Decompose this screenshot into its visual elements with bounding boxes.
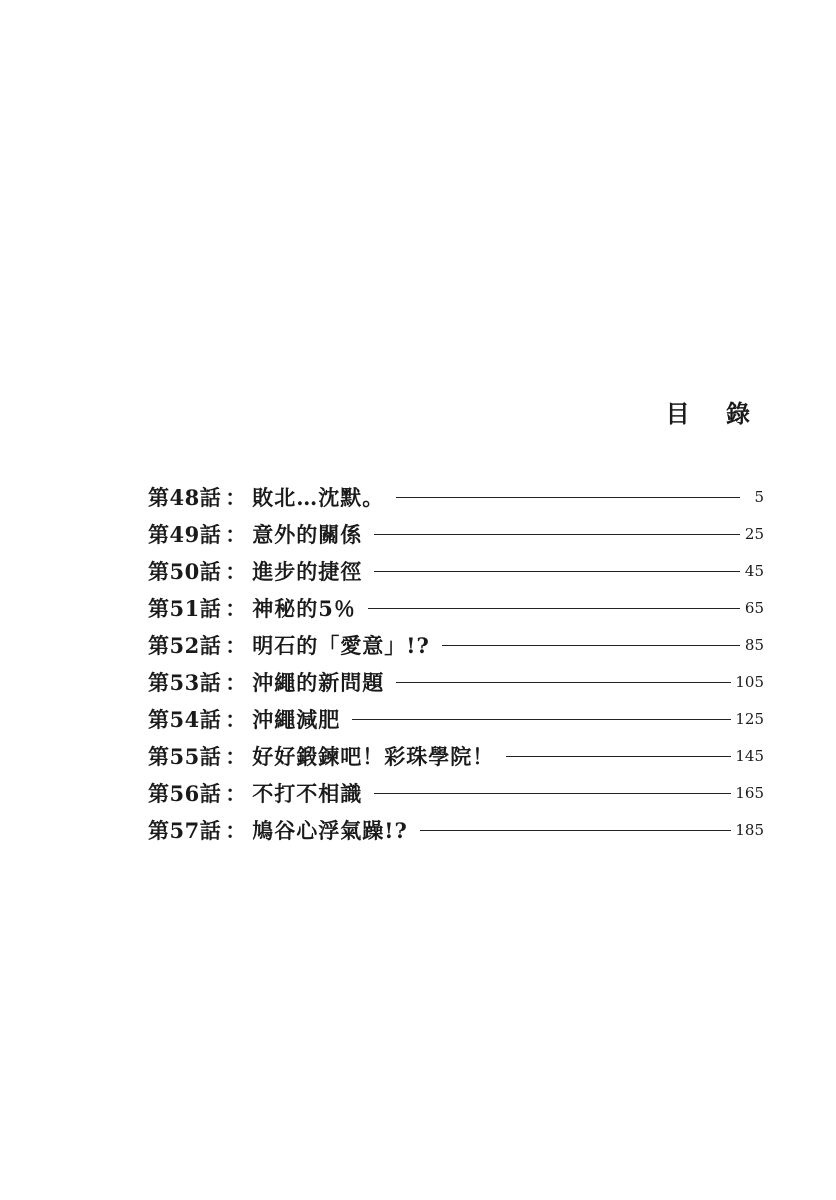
leader-line xyxy=(352,719,731,720)
chapter-colon: ： xyxy=(225,780,247,806)
toc-entry[interactable] xyxy=(148,774,764,811)
chapter-number: 第50話 xyxy=(148,558,222,584)
chapter-number: 第52話 xyxy=(148,632,222,658)
chapter-number: 第53話 xyxy=(148,669,222,695)
toc-list xyxy=(148,478,764,848)
chapter-number: 第49話 xyxy=(148,521,222,547)
chapter-title: 進步的捷徑 xyxy=(252,558,363,584)
chapter-title: 神秘的5％ xyxy=(252,595,356,621)
page-number: 125 xyxy=(735,709,764,728)
page-number: 85 xyxy=(744,635,764,654)
leader-line xyxy=(374,793,731,794)
chapter-title: 不打不相識 xyxy=(252,780,363,806)
chapter-colon: ： xyxy=(225,558,247,584)
chapter-colon: ： xyxy=(225,484,247,510)
chapter-title: 敗北…沈默。 xyxy=(252,484,385,510)
page-number: 105 xyxy=(735,672,764,691)
chapter-title: 好好鍛鍊吧！彩珠學院！ xyxy=(252,743,495,769)
leader-line xyxy=(506,756,731,757)
page-number: 5 xyxy=(754,487,764,506)
chapter-colon: ： xyxy=(225,706,247,732)
chapter-colon: ： xyxy=(225,743,247,769)
chapter-title: 明石的「愛意」!? xyxy=(252,632,430,658)
chapter-number: 第54話 xyxy=(148,706,222,732)
chapter-number: 第51話 xyxy=(148,595,222,621)
leader-line xyxy=(420,830,732,831)
leader-line xyxy=(396,682,731,683)
toc-entry[interactable] xyxy=(148,700,764,737)
toc-entry[interactable] xyxy=(148,552,764,589)
chapter-title: 意外的關係 xyxy=(252,521,363,547)
chapter-colon: ： xyxy=(225,669,247,695)
page-number: 25 xyxy=(744,524,764,543)
chapter-colon: ： xyxy=(225,632,247,658)
chapter-title: 沖繩的新問題 xyxy=(252,669,385,695)
toc-entry[interactable] xyxy=(148,478,764,515)
leader-line xyxy=(368,608,740,609)
toc-heading: 目 錄 xyxy=(665,399,764,428)
chapter-number: 第57話 xyxy=(148,817,222,843)
page-number: 145 xyxy=(735,746,764,765)
page-number: 45 xyxy=(744,561,764,580)
chapter-number: 第55話 xyxy=(148,743,222,769)
leader-line xyxy=(396,497,740,498)
chapter-title: 沖繩減肥 xyxy=(252,706,341,732)
toc-entry[interactable] xyxy=(148,589,764,626)
leader-line xyxy=(374,534,740,535)
page-number: 65 xyxy=(744,598,764,617)
chapter-number: 第56話 xyxy=(148,780,222,806)
toc-entry[interactable] xyxy=(148,737,764,774)
chapter-colon: ： xyxy=(225,595,247,621)
page-number: 165 xyxy=(735,783,764,802)
leader-line xyxy=(442,645,740,646)
page-number: 185 xyxy=(735,820,764,839)
toc-entry[interactable] xyxy=(148,515,764,552)
chapter-number: 第48話 xyxy=(148,484,222,510)
leader-line xyxy=(374,571,740,572)
chapter-colon: ： xyxy=(225,817,247,843)
chapter-title: 鳩谷心浮氣躁!? xyxy=(252,817,408,843)
toc-entry[interactable] xyxy=(148,626,764,663)
chapter-colon: ： xyxy=(225,521,247,547)
toc-entry[interactable] xyxy=(148,663,764,700)
toc-entry[interactable] xyxy=(148,811,764,848)
